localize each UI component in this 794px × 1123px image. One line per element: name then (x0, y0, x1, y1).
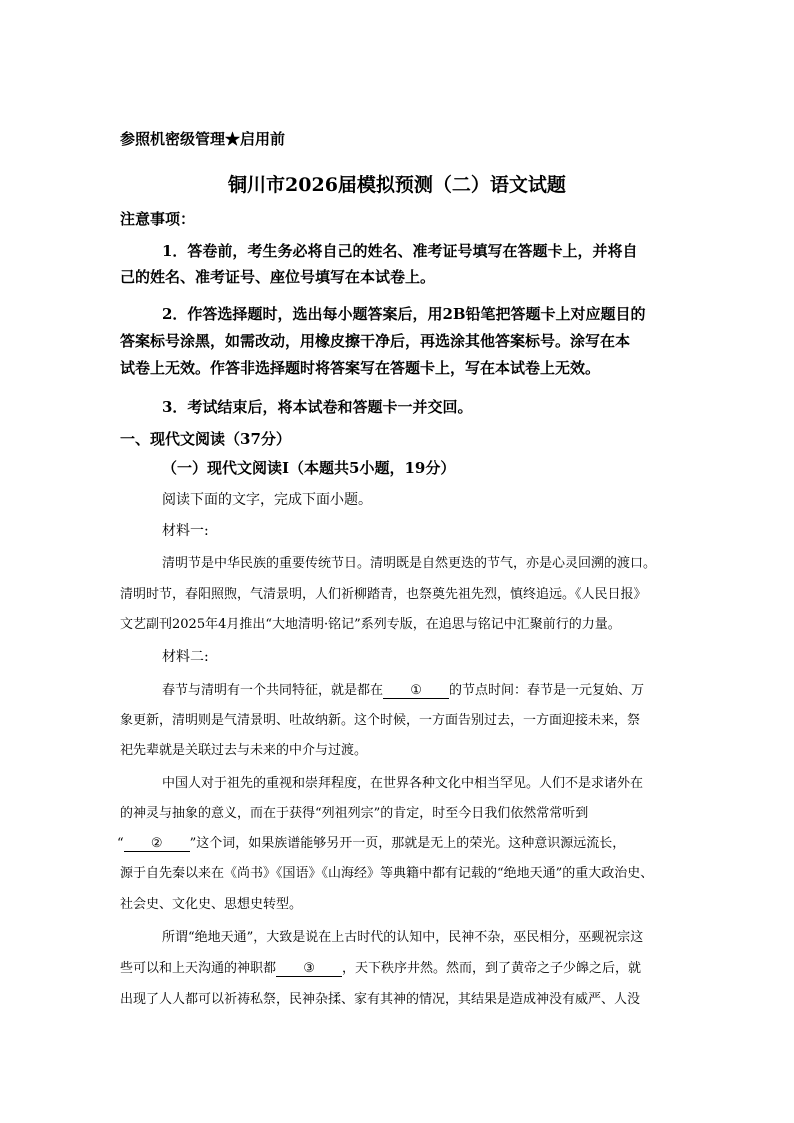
notice-item-2-line-1: 2．作答选择题时，选出每小题答案后，用2B铅笔把答题卡上对应题目的 (162, 305, 646, 323)
blank-3: ③ (276, 962, 342, 977)
notice-item-3: 3．考试结束后，将本试卷和答题卡一并交回。 (162, 398, 473, 416)
notice-item-2-line-2: 答案标号涂黑，如需改动，用橡皮擦干净后，再选涂其他答案标号。涂写在本 (120, 332, 631, 350)
material-2-p3-line-3: 出现了人人都可以祈祷私祭，民神杂揉、家有其神的情况，其结果是造成神没有威严、人没 (120, 992, 641, 1007)
reading-instruction: 阅读下面的文字，完成下面小题。 (162, 492, 372, 508)
material-2-p1-line-3: 祀先辈就是关联过去与未来的中介与过渡。 (120, 743, 368, 758)
material-1-line-3: 文艺副刊2025年4月推出“大地清明·铭记”系列专版，在追思与铭记中汇聚前行的力量。 (120, 617, 621, 632)
notice-heading: 注意事项： (120, 210, 196, 228)
notice-item-1-line-2: 己的姓名、准考证号、座位号填写在本试卷上。 (120, 268, 436, 286)
material-2-p2-line-3: “ ② ”这个词，如果族谱能够另开一页，那就是无上的荣光。这种意识源远流长， (117, 836, 626, 851)
material-1-label: 材料一: (162, 523, 209, 539)
classification-label: 参照机密级管理★启用前 (120, 130, 286, 148)
material-2-p3-line-1: 所谓“绝地天通”，大致是说在上古时代的认知中，民神不杂，巫民相分，巫觋祝宗这 (162, 930, 644, 945)
material-2-p2-line-4: 源于自先秦以来在《尚书》《国语》《山海经》等典籍中都有记载的“绝地天通”的重大政治史、 (120, 866, 654, 881)
material-2-p2-line-1: 中国人对于祖先的重视和崇拜程度，在世界各种文化中相当罕见。人们不是求诸外在 (162, 776, 644, 791)
notice-item-1-line-1: 1．答卷前，考生务必将自己的姓名、准考证号填写在答题卡上，并将自 (162, 242, 638, 260)
material-2-p1-line-1: 春节与清明有一个共同特征，就是都在 ① 的节点时间：春节是一元复始、万 (162, 683, 645, 698)
exam-title: 铜川市2026届模拟预测（二）语文试题 (228, 174, 566, 196)
material-1-line-2: 清明时节，春阳照煦，气清景明，人们祈柳踏青，也祭奠先祖先烈，慎终追远。《人民日报》 (120, 587, 647, 602)
material-2-p3-line-2: 些可以和上天沟通的神职都 ③ ，天下秩序井然。然而，到了黄帝之子少皞之后，就 (120, 961, 642, 976)
material-2-label: 材料二: (162, 649, 209, 665)
section-1-heading: 一、现代文阅读（37分） (120, 430, 291, 448)
blank-1: ① (383, 684, 449, 699)
section-1-sub-heading: （一）现代文阅读Ⅰ（本题共5小题，19分） (162, 459, 456, 477)
notice-item-2-line-3: 试卷上无效。作答非选择题时将答案写在答题卡上，写在本试卷上无效。 (120, 359, 601, 377)
blank-2: ② (124, 837, 190, 852)
material-2-p2-line-5: 社会史、文化史、思想史转型。 (120, 897, 303, 912)
material-1-line-1: 清明节是中华民族的重要传统节日。清明既是自然更迭的节气，亦是心灵回溯的渡口。 (162, 556, 657, 571)
material-2-p2-line-2: 的神灵与抽象的意义，而在于获得“列祖列宗”的肯定，时至今日我们依然常常听到 (120, 806, 589, 821)
material-2-p1-line-2: 象更新，清明则是气清景明、吐故纳新。这个时候，一方面告别过去，一方面迎接未来，祭 (120, 713, 641, 728)
